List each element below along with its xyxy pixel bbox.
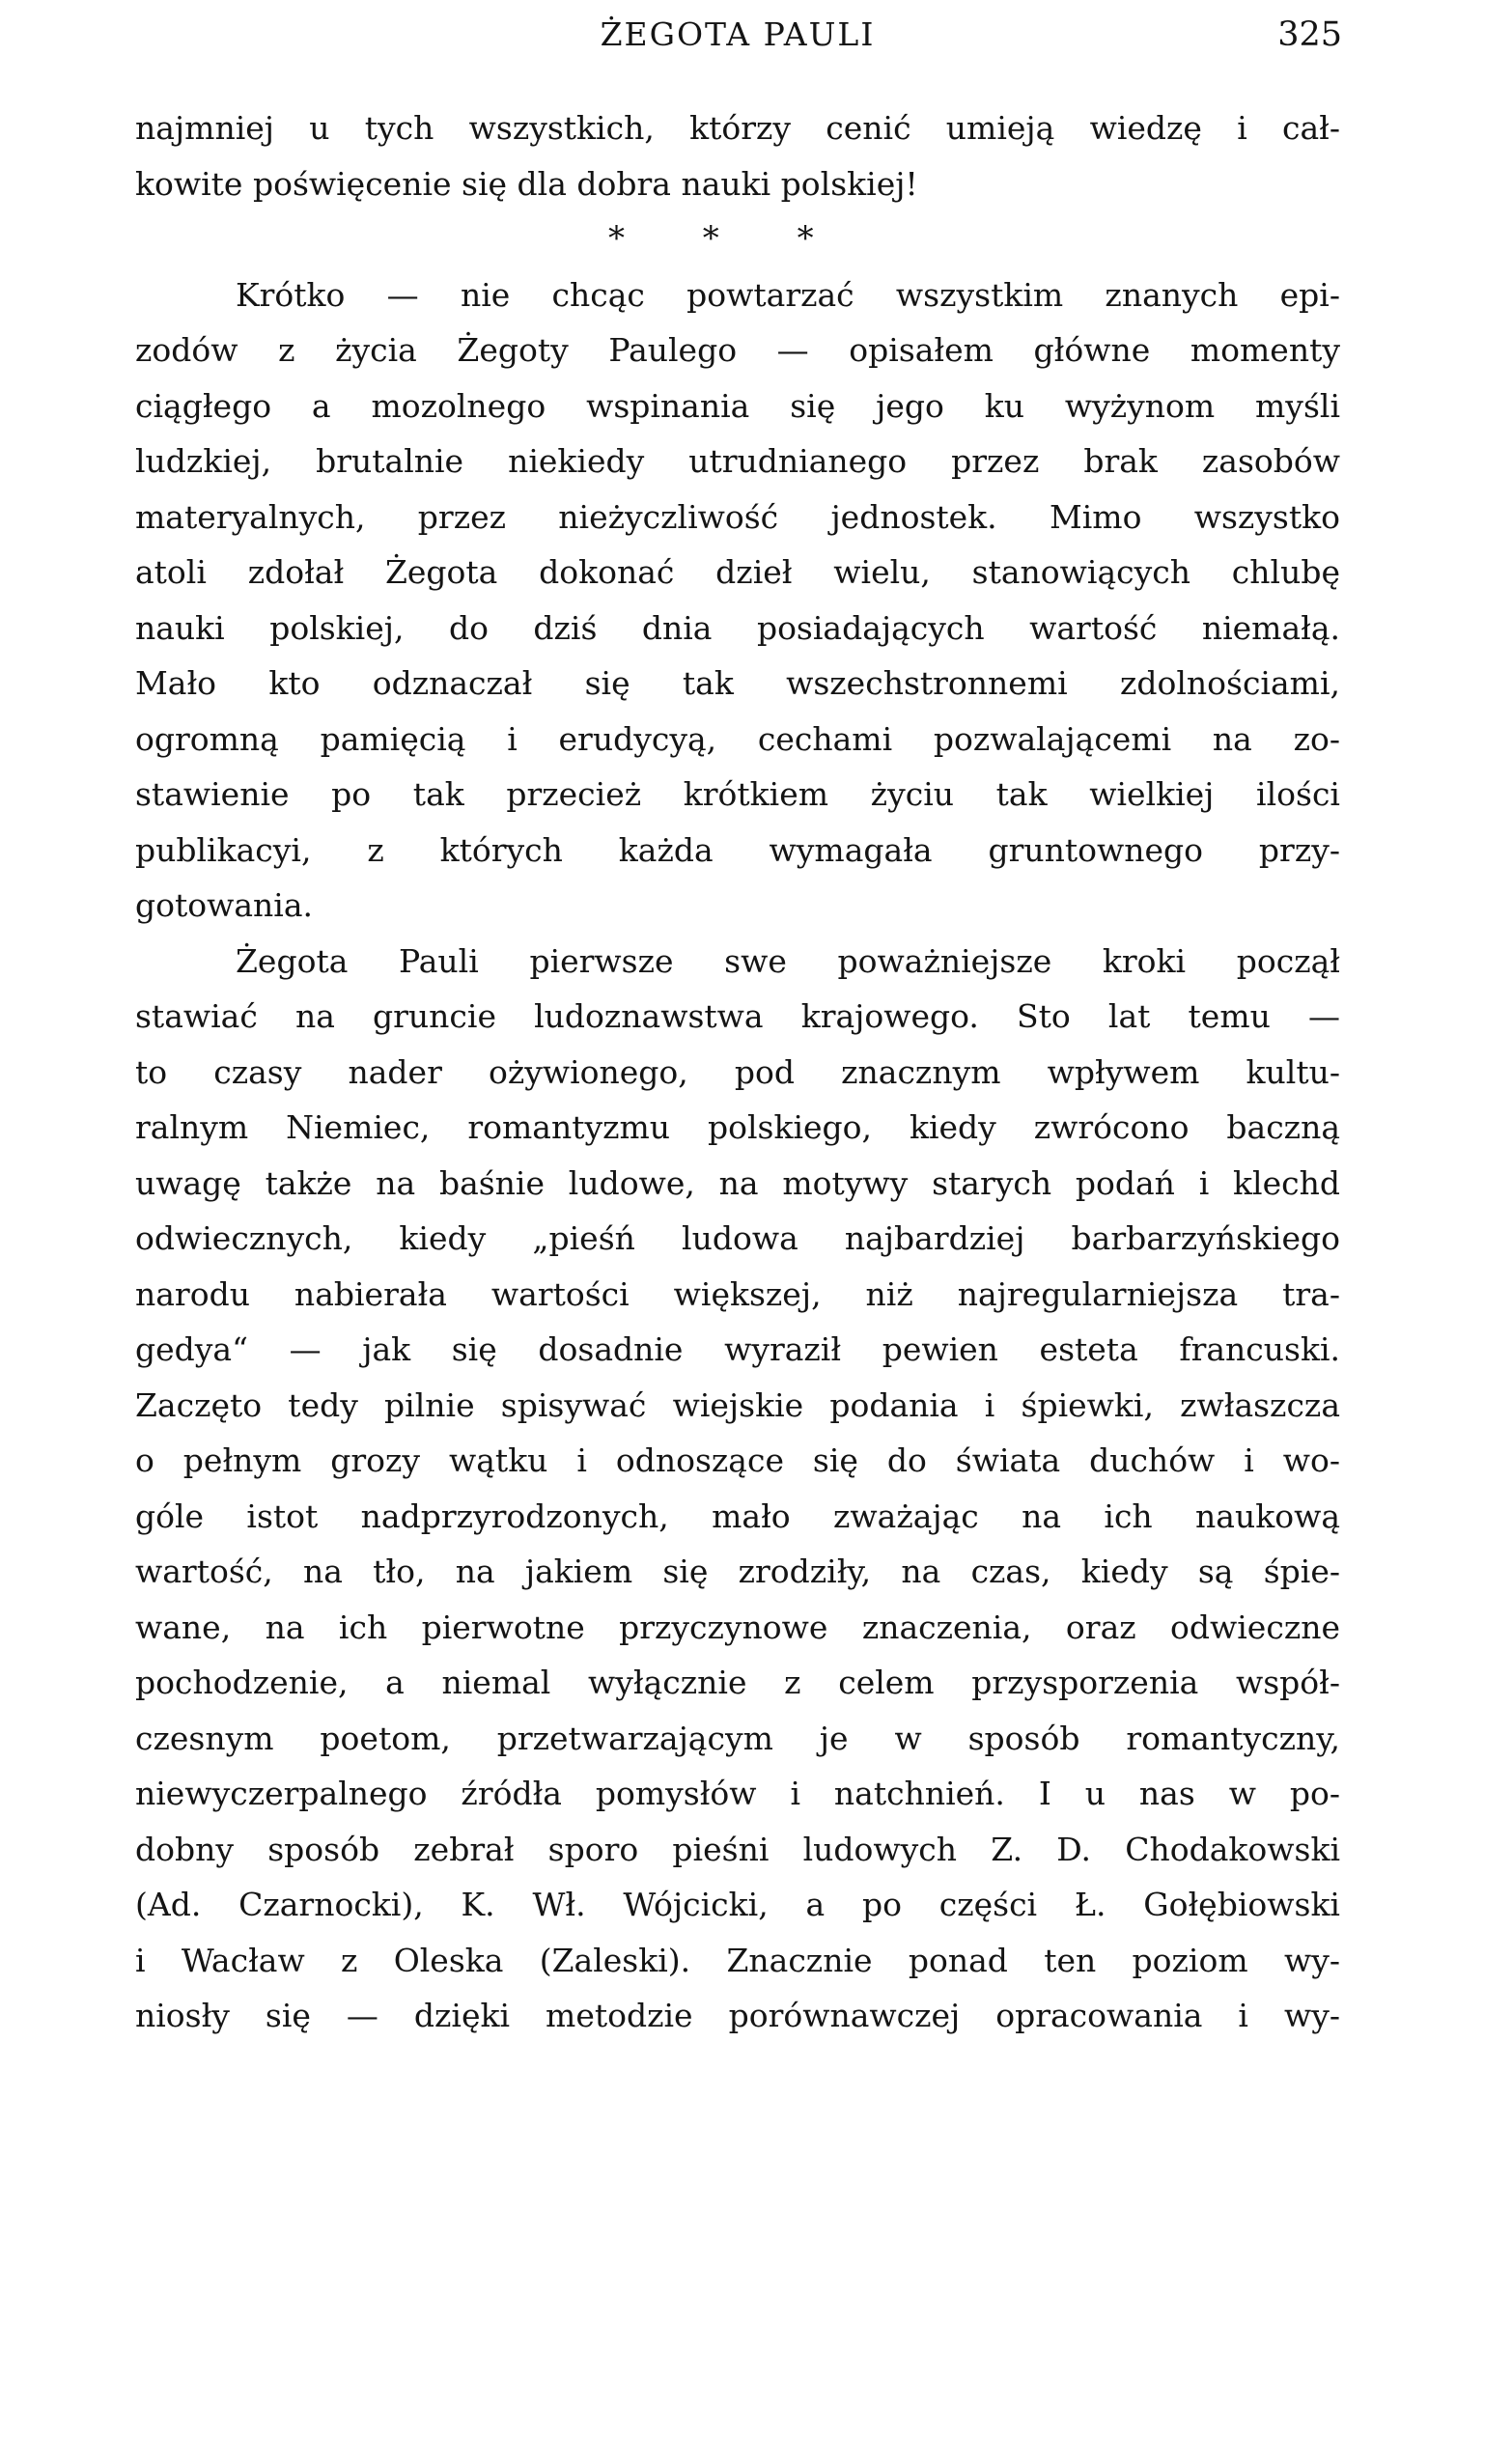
text-line: ogromną pamięcią i erudycyą, cechami pozwalającemi na zo- [135, 719, 1340, 758]
text-line: ciągłego a mozolnego wspinania się jego ku wyżynom myśli [135, 386, 1340, 425]
text-line: wartość, na tło, na jakiem się zrodziły, na czas, kiedy są śpie- [135, 1553, 1340, 1590]
text-line: o pełnym grozy wątku i odnoszące się do świata duchów i wo- [135, 1441, 1340, 1479]
text-line: najmniej u tych wszystkich, którzy cenić umieją wiedzę i cał- [135, 109, 1340, 147]
text-line: narodu nabierała wartości większej, niż najregularniejsza tra- [135, 1274, 1340, 1313]
text-line: ralnym Niemiec, romantyzmu polskiego, kiedy zwrócono baczną [135, 1108, 1340, 1146]
text-line: uwagę także na baśnie ludowe, na motywy starych podań i klechd [135, 1163, 1340, 1202]
text-line: nauki polskiej, do dziś dnia posiadających wartość niemałą. [135, 608, 1340, 647]
text-line: odwiecznych, kiedy „pieśń ludowa najbardziej barbarzyńskiego [135, 1219, 1340, 1257]
text-line: niewyczerpalnego źródła pomysłów i natchnień. I u nas w po- [135, 1775, 1340, 1812]
text-line: (Ad. Czarnocki), K. Wł. Wójcicki, a po części Ł. Gołębiowski [135, 1886, 1340, 1923]
running-title: ŻEGOTA PAULI [600, 15, 876, 53]
text-line: dobny sposób zebrał sporo pieśni ludowych Z. D. Chodakowski [135, 1830, 1340, 1868]
text-line: Zaczęto tedy pilnie spisywać wiejskie podania i śpiewki, zwłaszcza [135, 1385, 1340, 1424]
text-line: to czasy nader ożywionego, pod znacznym wpływem kultu- [135, 1052, 1340, 1091]
text-line: Mało kto odznaczał się tak wszechstronnemi zdolnościami, [135, 664, 1340, 702]
text-line: czesnym poetom, przetwarzającym je w sposób romantyczny, [135, 1719, 1340, 1757]
text-line: publikacyi, z których każda wymagała gruntownego przy- [135, 830, 1340, 869]
text-line: stawiać na gruncie ludoznawstwa krajowego. Sto lat temu — [135, 997, 1340, 1035]
text-line: i Wacław z Oleska (Zaleski). Znacznie ponad ten poziom wy- [135, 1941, 1340, 1979]
text-line: kowite poświęcenie się dla dobra nauki polskiej! [135, 164, 918, 203]
page-number: 325 [1277, 15, 1342, 54]
text-line: zodów z życia Żegoty Paulego — opisałem główne momenty [135, 331, 1340, 369]
text-line: materyalnych, przez nieżyczliwość jednostek. Mimo wszystko [135, 497, 1340, 536]
text-line: stawienie po tak przecież krótkiem życiu tak wielkiej ilości [135, 775, 1340, 813]
text-line: góle istot nadprzyrodzonych, mało zważając na ich naukową [135, 1497, 1340, 1535]
text-line: gotowania. [135, 886, 314, 924]
text-line: pochodzenie, a niemal wyłącznie z celem przysporzenia współ- [135, 1664, 1340, 1701]
body-text [135, 100, 1340, 2044]
page-header [135, 8, 1340, 62]
section-separator: * * * [608, 219, 814, 258]
text-line: Krótko — nie chcąc powtarzać wszystkim znanych epi- [236, 275, 1340, 314]
text-line: niosły się — dzięki metodzie porównawczej opracowania i wy- [135, 1997, 1340, 2034]
text-line: Żegota Pauli pierwsze swe poważniejsze kroki począł [236, 941, 1340, 980]
text-line: atoli zdołał Żegota dokonać dzieł wielu, stanowiących chlubę [135, 553, 1340, 591]
text-line: ludzkiej, brutalnie niekiedy utrudnianego przez brak zasobów [135, 442, 1340, 480]
text-line: gedya“ — jak się dosadnie wyraził pewien esteta francuski. [135, 1330, 1340, 1368]
text-line: wane, na ich pierwotne przyczynowe znaczenia, oraz odwieczne [135, 1608, 1340, 1646]
